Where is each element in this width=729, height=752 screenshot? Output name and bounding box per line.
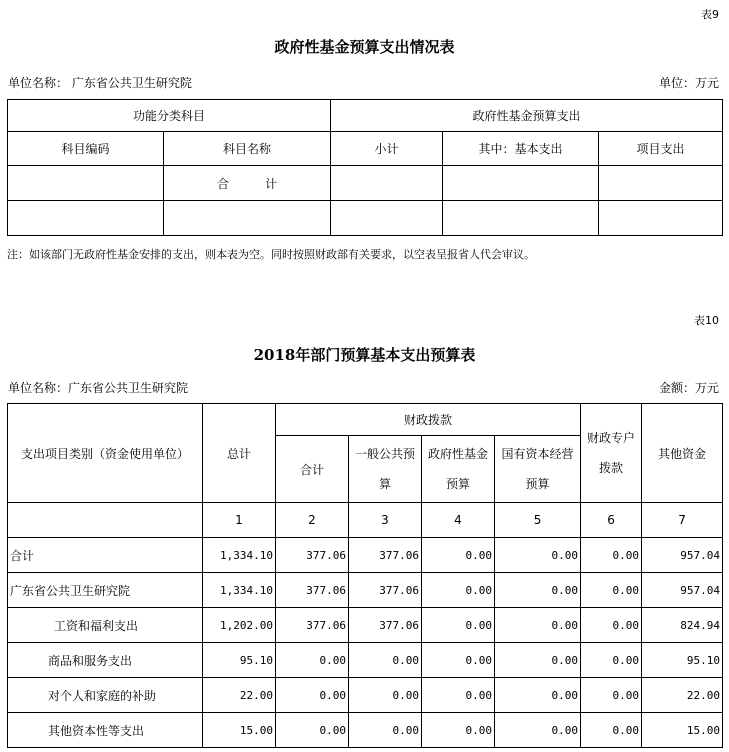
cell-value: 0.00: [422, 573, 495, 608]
table9-note: 注：如该部门无政府性基金安排的支出，则本表为空。同时按照财政部有关要求，以空表呈报省人代会审议。: [7, 248, 535, 261]
row-label: 合计: [8, 538, 203, 573]
cell-value: 0.00: [495, 538, 581, 573]
cell-value: 0.00: [422, 678, 495, 713]
total-label: 合 计: [164, 166, 331, 201]
header-special-account: [581, 404, 642, 503]
cell-empty: [599, 201, 723, 236]
cell-value: 0.00: [349, 643, 422, 678]
cell-empty: [331, 166, 443, 201]
header-gov-line2: 预算: [445, 477, 470, 491]
column-number: 4: [422, 503, 495, 538]
cell-value: 824.94: [642, 608, 723, 643]
cell-value: 0.00: [581, 608, 642, 643]
table-row: [8, 713, 723, 748]
cell-empty: [443, 166, 599, 201]
row-label: 对个人和家庭的补助: [8, 678, 203, 713]
cell-value: 377.06: [349, 573, 422, 608]
cell-empty: [443, 201, 599, 236]
cell-value: 0.00: [495, 713, 581, 748]
cell-value: 0.00: [422, 608, 495, 643]
table10: [7, 403, 723, 748]
cell-value: 0.00: [495, 643, 581, 678]
header-general-line2: 算: [378, 477, 391, 491]
table10-title: 2018年部门预算基本支出预算表: [253, 346, 476, 364]
header-item-category: 支出项目类别（资金使用单位）: [8, 404, 203, 503]
cell-value: 1,202.00: [203, 608, 276, 643]
cell-value: 1,334.10: [203, 573, 276, 608]
cell-value: 0.00: [495, 573, 581, 608]
table-row: [8, 608, 723, 643]
cell-value: 377.06: [276, 573, 349, 608]
table9: [7, 99, 723, 236]
cell-value: 95.10: [642, 643, 723, 678]
cell-value: 15.00: [642, 713, 723, 748]
row-label: 广东省公共卫生研究院: [8, 573, 203, 608]
table9-unit: 单位：万元: [658, 76, 719, 90]
header-subtotal: 小计: [331, 132, 443, 166]
cell-value: 0.00: [495, 608, 581, 643]
header-project: 项目支出: [599, 132, 723, 166]
cell-value: 0.00: [581, 713, 642, 748]
header-special-line2: 拨款: [599, 461, 624, 475]
cell-value: 957.04: [642, 573, 723, 608]
cell-value: 957.04: [642, 538, 723, 573]
row-label: 工资和福利支出: [8, 608, 203, 643]
cell-empty: [8, 166, 164, 201]
cell-value: 0.00: [349, 713, 422, 748]
header-state-line1: 国有资本经营: [501, 447, 574, 461]
cell-value: 22.00: [203, 678, 276, 713]
header-other-funds: 其他资金: [642, 404, 723, 503]
column-number: 1: [203, 503, 276, 538]
header-sum: 合计: [276, 436, 349, 503]
column-number: 7: [642, 503, 723, 538]
cell-empty: [164, 201, 331, 236]
table-row: [8, 538, 723, 573]
cell-value: 377.06: [349, 538, 422, 573]
cell-value: 0.00: [581, 573, 642, 608]
row-label: 商品和服务支出: [8, 643, 203, 678]
cell-empty: [331, 201, 443, 236]
cell-value: 0.00: [581, 678, 642, 713]
column-number: 5: [495, 503, 581, 538]
cell-empty: [8, 201, 164, 236]
column-number: 2: [276, 503, 349, 538]
table10-unit: 金额：万元: [658, 381, 719, 395]
cell-value: 0.00: [349, 678, 422, 713]
header-total: 总计: [203, 404, 276, 503]
header-func-category: 功能分类科目: [8, 100, 331, 132]
cell-value: 95.10: [203, 643, 276, 678]
table9-unit-name: 单位名称： 广东省公共卫生研究院: [8, 76, 192, 90]
cell-value: 377.06: [276, 538, 349, 573]
header-state-capital: [495, 436, 581, 503]
header-general-line1: 一般公共预: [354, 447, 415, 461]
cell-empty: [8, 503, 203, 538]
table9-tag: 表9: [701, 8, 719, 21]
cell-value: 0.00: [422, 538, 495, 573]
header-fund-expenditure: 政府性基金预算支出: [331, 100, 723, 132]
cell-value: 0.00: [422, 643, 495, 678]
header-subject-name: 科目名称: [164, 132, 331, 166]
cell-value: 377.06: [276, 608, 349, 643]
header-general-budget: [349, 436, 422, 503]
table-row: [8, 678, 723, 713]
table-row: [8, 643, 723, 678]
header-gov-line1: 政府性基金: [427, 447, 488, 461]
row-label: 其他资本性等支出: [8, 713, 203, 748]
header-basic: 其中：基本支出: [443, 132, 599, 166]
table9-title: 政府性基金预算支出情况表: [274, 38, 455, 56]
header-state-line2: 预算: [525, 477, 550, 491]
cell-value: 0.00: [495, 678, 581, 713]
table10-tag: 表10: [694, 314, 719, 327]
column-number: 6: [581, 503, 642, 538]
cell-value: 22.00: [642, 678, 723, 713]
column-number: 3: [349, 503, 422, 538]
cell-value: 0.00: [422, 713, 495, 748]
cell-value: 0.00: [276, 678, 349, 713]
header-fiscal-allocation: 财政拨款: [276, 404, 581, 436]
column-number-row: [8, 503, 723, 538]
cell-value: 0.00: [276, 643, 349, 678]
table-row: [8, 573, 723, 608]
cell-value: 377.06: [349, 608, 422, 643]
header-subject-code: 科目编码: [8, 132, 164, 166]
cell-value: 15.00: [203, 713, 276, 748]
cell-value: 0.00: [276, 713, 349, 748]
cell-value: 0.00: [581, 643, 642, 678]
header-gov-fund: [422, 436, 495, 503]
cell-empty: [599, 166, 723, 201]
cell-value: 0.00: [581, 538, 642, 573]
table10-unit-name: 单位名称：广东省公共卫生研究院: [8, 381, 189, 395]
header-special-line1: 财政专户: [587, 431, 636, 445]
cell-value: 1,334.10: [203, 538, 276, 573]
